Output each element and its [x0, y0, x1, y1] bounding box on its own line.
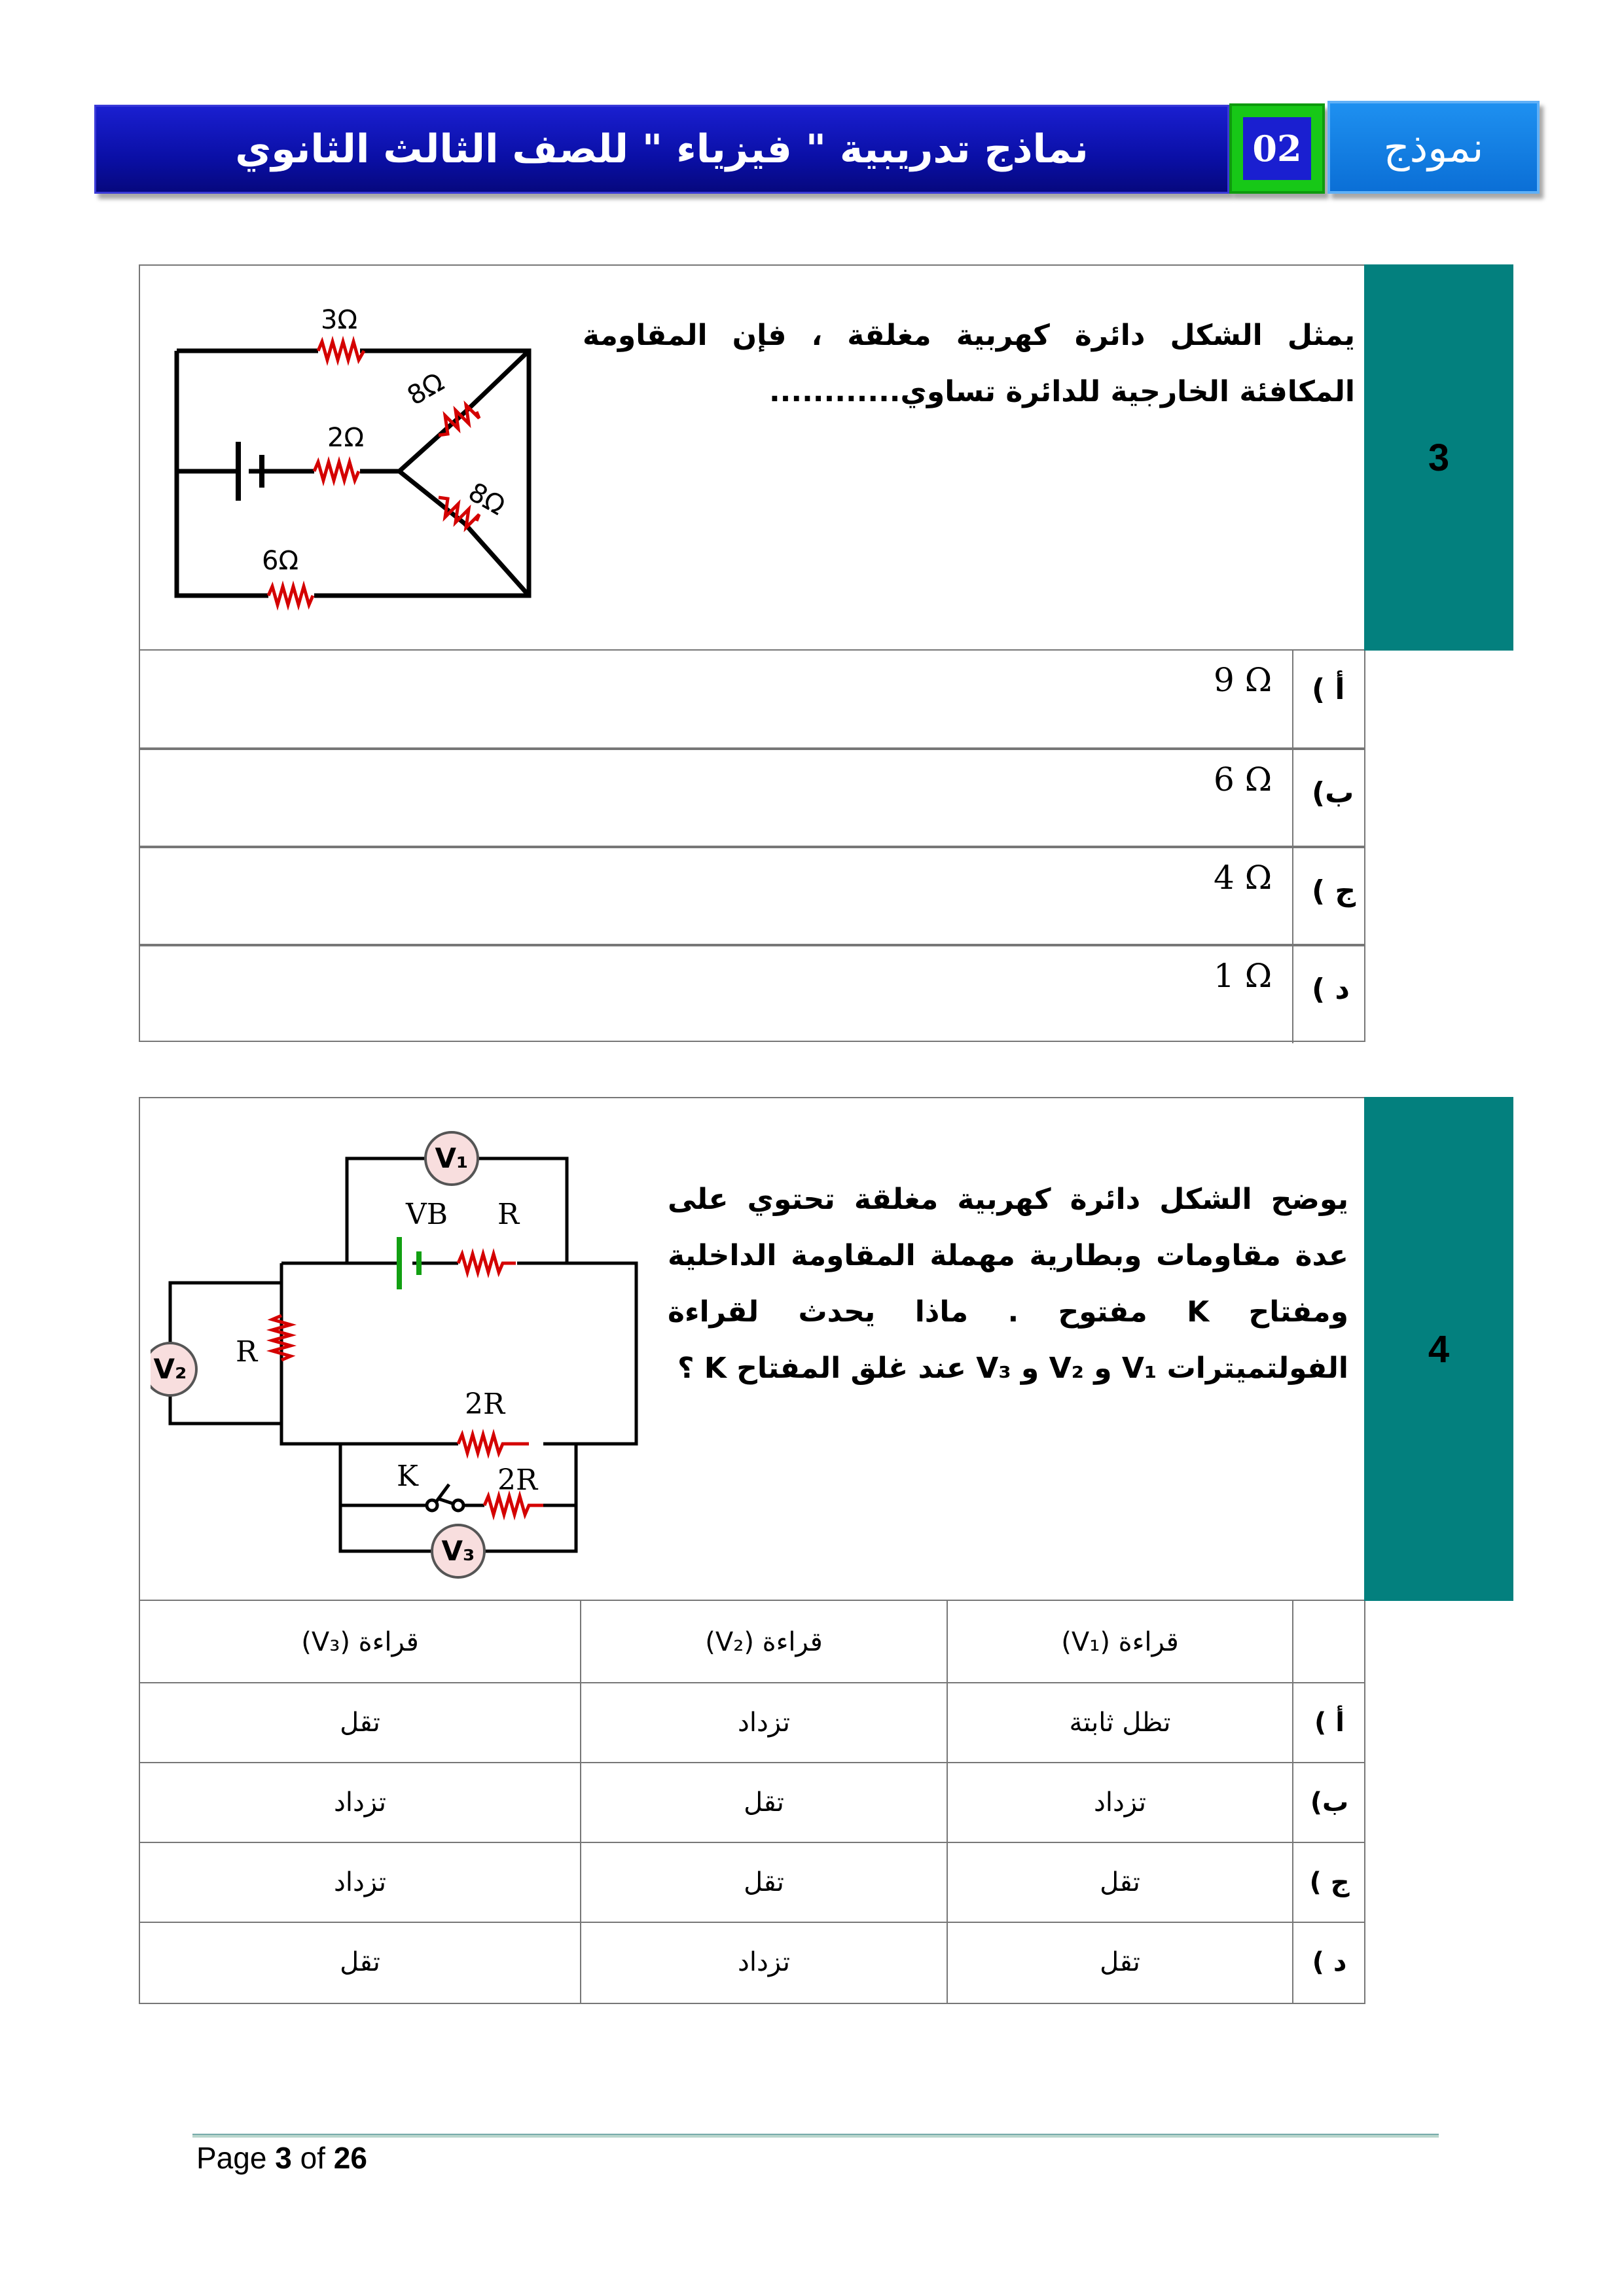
- question-3-options: [139, 651, 1365, 1042]
- resistor-r-top-label: R: [497, 1198, 520, 1231]
- switch-k-label: K: [397, 1460, 418, 1493]
- question-3-text: يمثل الشكل دائرة كهربية مغلقة ، فإن المقاومة المكافئة الخارجية للدائرة تساوي............: [583, 319, 1355, 408]
- footer-prefix: Page: [196, 2141, 267, 2175]
- question-3-circuit-diagram: [164, 295, 556, 622]
- option-letter: ج ): [1312, 874, 1356, 908]
- model-number: 02: [1243, 117, 1311, 180]
- model-number-badge: [1229, 103, 1325, 194]
- option-letter: د ): [1312, 973, 1350, 1006]
- cell-v1: تزداد: [1094, 1787, 1146, 1818]
- voltmeter-v3-label: V₃: [441, 1535, 475, 1567]
- option-value: 1 Ω: [1214, 957, 1272, 995]
- voltmeter-v2-label: V₂: [153, 1353, 187, 1385]
- question-4-circuit-diagram: [151, 1126, 661, 1590]
- option-row[interactable]: [139, 945, 1365, 1042]
- table-header-row: [140, 1601, 1365, 1683]
- model-label: نموذج: [1383, 123, 1484, 171]
- footer-current-page: 3: [275, 2141, 292, 2175]
- resistor-6ohm-label: 6Ω: [262, 546, 299, 576]
- cell-v2: تزداد: [738, 1947, 790, 1977]
- table-row[interactable]: [140, 1843, 1365, 1923]
- header-title-bar: [94, 105, 1229, 194]
- cell-v3: تقل: [340, 1947, 380, 1977]
- footer-of: of: [300, 2141, 325, 2175]
- option-value: 9 Ω: [1214, 661, 1272, 699]
- row-letter: ج ): [1309, 1867, 1350, 1897]
- resistor-2r-middle-label: 2R: [465, 1388, 505, 1421]
- resistor-2r-bottom-label: 2R: [497, 1463, 538, 1497]
- question-4-answer-table: [139, 1601, 1365, 2004]
- question-4-number: [1364, 1097, 1513, 1601]
- header-v1: قراءة (V₁): [1061, 1627, 1179, 1657]
- option-row[interactable]: [139, 651, 1365, 749]
- header-v3: قراءة (V₃): [301, 1627, 419, 1657]
- cell-v2: تقل: [744, 1867, 784, 1897]
- option-row[interactable]: [139, 847, 1365, 945]
- footer-divider: [192, 2134, 1439, 2138]
- cell-v2: تقل: [744, 1787, 784, 1818]
- resistor-8ohm-upper-label: 8Ω: [402, 367, 450, 412]
- row-letter: ب): [1310, 1787, 1349, 1818]
- cell-v3: تزداد: [334, 1787, 386, 1818]
- option-row[interactable]: [139, 749, 1365, 847]
- resistor-r-left-label: R: [236, 1335, 258, 1369]
- header-title: نماذج تدريبية " فيزياء " للصف الثالث الثانوي: [235, 126, 1089, 172]
- battery-vb-label: VB: [406, 1198, 448, 1231]
- model-label-badge: [1327, 101, 1540, 194]
- resistor-2ohm-label: 2Ω: [327, 423, 365, 453]
- cell-v3: تزداد: [334, 1867, 386, 1897]
- resistor-3ohm-label: 3Ω: [321, 305, 358, 335]
- table-row[interactable]: [140, 1923, 1365, 2003]
- option-value: 4 Ω: [1214, 859, 1272, 897]
- resistor-8ohm-lower-label: 8Ω: [463, 476, 511, 522]
- footer-total-pages: 26: [333, 2141, 367, 2175]
- cell-v1: تظل ثابتة: [1069, 1708, 1171, 1738]
- table-row[interactable]: [140, 1763, 1365, 1843]
- page-footer: [196, 2140, 367, 2176]
- table-row[interactable]: [140, 1683, 1365, 1763]
- option-value: 6 Ω: [1214, 761, 1272, 798]
- row-letter: د ): [1312, 1947, 1347, 1977]
- voltmeter-v1-label: V₁: [435, 1142, 469, 1174]
- question-4-text: يوضح الشكل دائرة كهربية مغلقة تحتوي على عدة مقاومات وبطارية مهملة المقاومة الداخلية ومفتاح K مفتوح . ماذا يحدث لقراءة الفولتميترات V₁ و V₂ و V₃ عند غلق المفتاح K ؟: [668, 1183, 1348, 1385]
- option-letter: ب): [1312, 776, 1354, 810]
- question-3-number: [1364, 264, 1513, 651]
- row-letter: أ ): [1314, 1708, 1344, 1738]
- cell-v3: تقل: [340, 1708, 380, 1738]
- option-letter: أ ): [1312, 673, 1345, 706]
- cell-v1: تقل: [1100, 1947, 1140, 1977]
- question-4-number-text: 4: [1428, 1327, 1450, 1371]
- header-v2: قراءة (V₂): [705, 1627, 823, 1657]
- question-3-number-text: 3: [1428, 436, 1450, 479]
- cell-v1: تقل: [1100, 1867, 1140, 1897]
- cell-v2: تزداد: [738, 1708, 790, 1738]
